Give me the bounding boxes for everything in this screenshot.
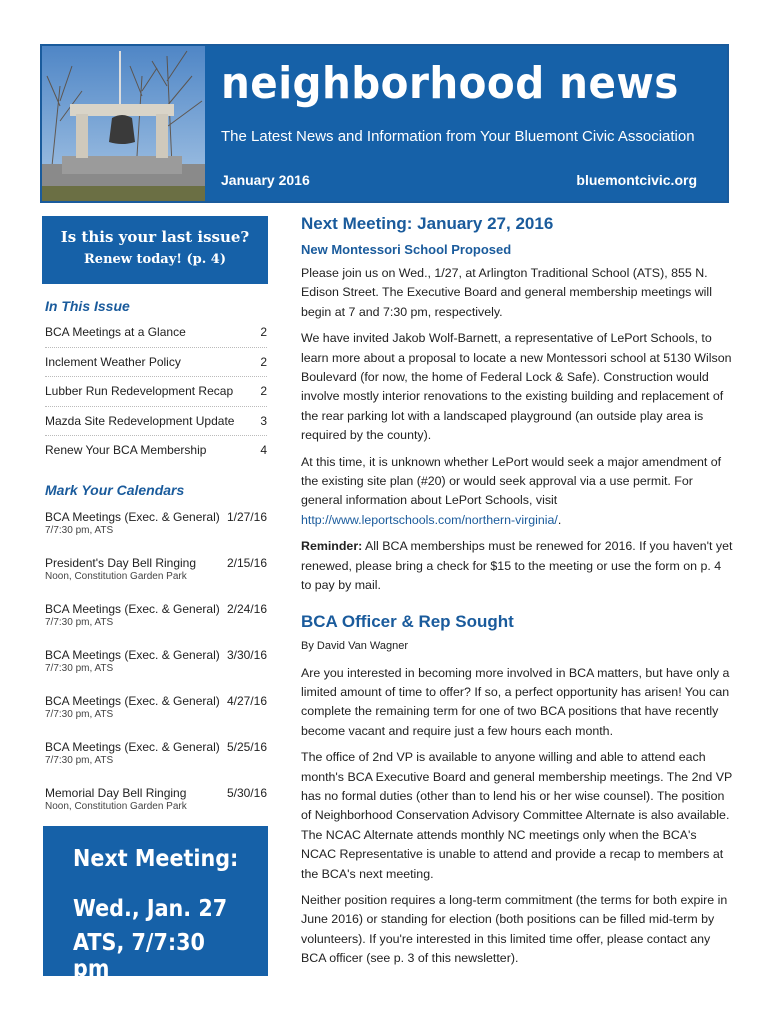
reminder-paragraph bbox=[301, 537, 733, 595]
toc-item[interactable] bbox=[45, 348, 267, 378]
toc-item[interactable] bbox=[45, 407, 267, 437]
event-date: 5/25/16 bbox=[226, 740, 267, 754]
paragraph bbox=[301, 453, 733, 531]
event-date: 2/15/16 bbox=[226, 556, 267, 570]
renew-prompt: Renew today! (p. 4) bbox=[84, 252, 226, 267]
next-meeting-place: ATS, 7/7:30 pm bbox=[73, 930, 205, 982]
toc-page: 4 bbox=[260, 443, 267, 458]
toc-page: 2 bbox=[260, 325, 267, 340]
calendar-item bbox=[45, 602, 267, 648]
paragraph: Please join us on Wed., 1/27, at Arlington Traditional School (ATS), 855 N. Edison Street. The Executive Board and general membership meetings will begin at 7 and 7:30 pm, respectively. bbox=[301, 266, 712, 319]
article-heading: BCA Officer & Rep Sought bbox=[301, 611, 514, 631]
next-meeting-label: Next Meeting: bbox=[73, 846, 239, 872]
masthead bbox=[40, 44, 729, 203]
toc-label: Lubber Run Redevelopment Recap bbox=[45, 384, 234, 399]
toc-label: Mazda Site Redevelopment Update bbox=[45, 413, 235, 428]
calendar-item bbox=[45, 556, 267, 602]
paragraph: We have invited Jakob Wolf-Barnett, a representative of LePort Schools, to learn more about a proposal to locate a new Montessori school at 5130 Wilson Boulevard (for now, the home of Federal Lock & Safe). Construction would involve mostly interior renovations to the existing building and replacement of the rear parking lot with a landscaped playground (an outside play area is required by the county). bbox=[301, 331, 732, 443]
event-name: BCA Meetings (Exec. & General) bbox=[45, 648, 220, 662]
calendar-item bbox=[45, 648, 267, 694]
renew-callout bbox=[42, 216, 268, 284]
event-date: 3/30/16 bbox=[226, 648, 267, 662]
event-name: BCA Meetings (Exec. & General) bbox=[45, 510, 220, 524]
article-subheading: New Montessori School Proposed bbox=[301, 242, 512, 257]
renew-question: Is this your last issue? bbox=[60, 228, 250, 246]
calendar-item bbox=[45, 694, 267, 740]
event-name: BCA Meetings (Exec. & General) bbox=[45, 694, 220, 708]
bell-monument-photo bbox=[42, 46, 205, 201]
toc-label: Inclement Weather Policy bbox=[45, 354, 181, 369]
paragraph-text: At this time, it is unknown whether LePort would seek a major amendment of the existing site plan (#20) or would seek approval via a use permit. For general information about LePort Schools, visit bbox=[301, 454, 722, 508]
event-detail: 7/7:30 pm, ATS bbox=[45, 617, 114, 628]
calendar-heading: Mark Your Calendars bbox=[45, 482, 185, 498]
paragraph: Are you interested in becoming more involved in BCA matters, but have only a limited amount of time to offer? If so, a perfect opportunity has arisen! You can complete the remaining term for one of two BCA positions that have recently become vacant and require just a few hours each month. bbox=[301, 665, 730, 738]
paragraph: Neither position requires a long-term commitment (the terms for both expire in June 2016) or standing for election (both positions can be filled mid-term by volunteers). If you're interested in this limited time offer, please contact any BCA officer (see p. 3 of this newsletter). bbox=[301, 892, 728, 966]
event-detail: 7/7:30 pm, ATS bbox=[45, 709, 114, 720]
event-detail: 7/7:30 pm, ATS bbox=[45, 663, 114, 674]
article-heading: Next Meeting: January 27, 2016 bbox=[301, 214, 554, 233]
event-date: 1/27/16 bbox=[226, 510, 267, 524]
event-detail: Noon, Constitution Garden Park bbox=[45, 571, 187, 582]
toc-heading: In This Issue bbox=[45, 298, 130, 314]
event-detail: Noon, Constitution Garden Park bbox=[45, 801, 187, 812]
toc-page: 2 bbox=[260, 354, 267, 369]
paragraph-end: . bbox=[557, 512, 562, 527]
event-name: President's Day Bell Ringing bbox=[45, 556, 197, 570]
event-name: Memorial Day Bell Ringing bbox=[45, 786, 187, 800]
issue-date: January 2016 bbox=[221, 172, 310, 188]
toc-label: BCA Meetings at a Glance bbox=[45, 325, 186, 340]
calendar-item bbox=[45, 740, 267, 786]
toc-label: Renew Your BCA Membership bbox=[45, 443, 207, 458]
calendar-item bbox=[45, 510, 267, 556]
event-name: BCA Meetings (Exec. & General) bbox=[45, 740, 220, 754]
event-detail: 7/7:30 pm, ATS bbox=[45, 755, 114, 766]
main-column bbox=[301, 214, 733, 976]
next-meeting-callout bbox=[43, 826, 268, 982]
next-meeting-date: Wed., Jan. 27 bbox=[73, 896, 228, 922]
toc-item[interactable] bbox=[45, 436, 267, 465]
event-date: 2/24/16 bbox=[226, 602, 267, 616]
event-detail: 7/7:30 pm, ATS bbox=[45, 525, 114, 536]
toc-page: 2 bbox=[260, 384, 267, 399]
event-name: BCA Meetings (Exec. & General) bbox=[45, 602, 220, 616]
event-date: 4/27/16 bbox=[226, 694, 267, 708]
toc-item[interactable] bbox=[45, 377, 267, 407]
byline: By David Van Wagner bbox=[301, 639, 408, 652]
leport-link[interactable]: http://www.leportschools.com/northern-virginia/ bbox=[301, 512, 558, 527]
reminder-text: All BCA memberships must be renewed for 2016. If you haven't yet renewed, please bring a check for $15 to the meeting or use the form on p. 4 to pay by mail. bbox=[301, 539, 733, 593]
event-date: 5/30/16 bbox=[226, 786, 267, 800]
paragraph: The office of 2nd VP is available to anyone willing and able to attend each month's BCA Executive Board and general membership meetings. The 2nd VP has no formal duties (other than to lend his or her wise counsel). The position of Neighborhood Conservation Advisory Committee Alternate is also available. The NCAC Alternate attends monthly NC meetings only when the BCA's NCAC Representative is unable to attend and provide a recap to members at the BCA's next meeting. bbox=[301, 750, 733, 881]
toc-item[interactable] bbox=[45, 318, 267, 348]
website-link[interactable]: bluemontcivic.org bbox=[576, 172, 697, 188]
toc-page: 3 bbox=[260, 413, 267, 428]
tagline: The Latest News and Information from Your Bluemont Civic Association bbox=[221, 128, 695, 145]
masthead-banner bbox=[205, 46, 727, 201]
calendar-list bbox=[45, 510, 267, 832]
reminder-label: Reminder: bbox=[301, 539, 363, 554]
table-of-contents bbox=[45, 318, 267, 465]
newsletter-title: neighborhood news bbox=[221, 58, 679, 109]
